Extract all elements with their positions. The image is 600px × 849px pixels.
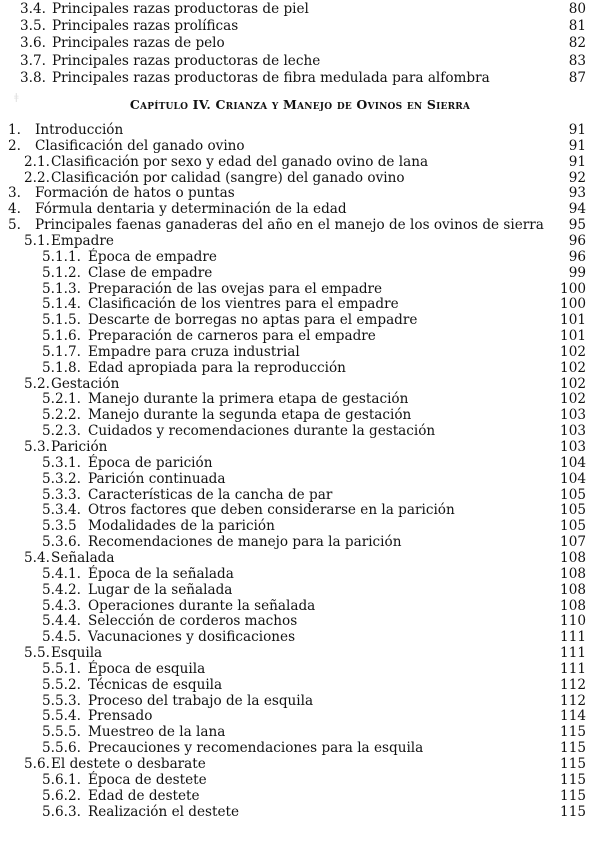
toc-entry-title: Época de parición xyxy=(88,454,213,471)
toc-entry-page-number: 110 xyxy=(560,613,586,630)
toc-entry-number: 5.2.3. xyxy=(42,423,81,440)
toc-entry-number: 5.3.4. xyxy=(42,502,81,519)
toc-entry-number: 5.5.6. xyxy=(42,740,81,757)
toc-entry-page-number: 105 xyxy=(560,486,586,503)
toc-entry xyxy=(0,296,600,313)
toc-entry xyxy=(0,312,600,329)
toc-entry-title: Parición continuada xyxy=(88,470,226,487)
toc-entry-page-number: 108 xyxy=(560,565,586,582)
toc-entry-page-number: 101 xyxy=(560,328,586,345)
toc-entry xyxy=(0,423,600,440)
toc-entry-title: Clasificación del ganado ovino xyxy=(35,137,245,154)
toc-entry-title: Formación de hatos o puntas xyxy=(35,185,235,202)
toc-entry-number: 5.4.5. xyxy=(42,629,81,646)
toc-entry-title: Principales faenas ganaderas del año en el manejo de los ovinos de sierra xyxy=(35,217,544,234)
toc-entry-title: Principales razas productoras de piel xyxy=(52,1,309,17)
toc-entry xyxy=(0,53,600,70)
toc-entry-page-number: 101 xyxy=(560,312,586,329)
toc-entry-number: 1. xyxy=(8,122,21,138)
toc-entry-title: Principales razas productoras de leche xyxy=(52,52,321,69)
toc-entry-title: Señalada xyxy=(51,549,115,566)
toc-entry-number: 5.6.3. xyxy=(42,803,81,820)
toc-entry xyxy=(0,391,600,408)
toc-entry-page-number: 104 xyxy=(560,454,586,471)
toc-entry-number: 5.1.6. xyxy=(42,328,81,345)
toc-entry-title: Introducción xyxy=(35,122,124,138)
toc-entry xyxy=(0,756,600,773)
toc-entry-number: 5.2.2. xyxy=(42,407,81,424)
toc-entry-title: Parición xyxy=(51,439,108,455)
toc-entry-number: 5.6.2. xyxy=(42,787,81,804)
toc-entry-number: 5.3.2. xyxy=(42,470,81,487)
toc-entry-page-number: 115 xyxy=(560,787,586,804)
toc-entry xyxy=(0,201,600,218)
toc-entry-number: 5.3.6. xyxy=(42,534,81,551)
toc-entry-title: Clase de empadre xyxy=(88,264,213,281)
toc-entry-number: 5.4. xyxy=(24,549,50,566)
toc-entry-number: 5.5. xyxy=(24,645,50,662)
toc-entry-number: 5.4.3. xyxy=(42,597,81,614)
toc-entry-page-number: 115 xyxy=(560,803,586,820)
toc-entry xyxy=(0,772,600,789)
toc-entry xyxy=(0,35,600,52)
toc-entry-page-number: 104 xyxy=(560,470,586,487)
toc-entry-page-number: 102 xyxy=(560,375,586,392)
toc-entry-number: 5.5.1. xyxy=(42,660,81,677)
toc-entry-page-number: 93 xyxy=(568,185,586,202)
toc-entry xyxy=(0,455,600,472)
toc-entry-title: Fórmula dentaria y determinación de la edad xyxy=(35,201,347,218)
toc-entry-number: 5.5.2. xyxy=(42,676,81,693)
toc-entry-page-number: 105 xyxy=(560,518,586,535)
toc-entry-page-number: 81 xyxy=(568,18,586,35)
toc-entry-page-number: 91 xyxy=(568,137,586,154)
toc-entry xyxy=(0,471,600,488)
toc-entry-title: Principales razas de pelo xyxy=(52,35,225,52)
toc-entry-page-number: 103 xyxy=(560,439,586,455)
toc-entry-page-number: 111 xyxy=(560,629,586,646)
toc-entry-title: Manejo durante la primera etapa de gestación xyxy=(88,391,409,408)
toc-entry-number: 3.7. xyxy=(20,52,46,69)
toc-entry-title: Manejo durante la segunda etapa de gestación xyxy=(88,407,412,424)
toc-entry xyxy=(0,328,600,345)
toc-entry-page-number: 100 xyxy=(560,280,586,297)
toc-entry-page-number: 100 xyxy=(560,296,586,313)
toc-entry-number: 2. xyxy=(8,137,21,154)
toc-entry-title: Otros factores que deben considerarse en la parición xyxy=(88,502,455,519)
toc-entry xyxy=(0,645,600,662)
toc-entry-title: Proceso del trabajo de la esquila xyxy=(88,692,314,709)
toc-entry-page-number: 80 xyxy=(568,1,586,17)
toc-entry xyxy=(0,487,600,504)
toc-entry-page-number: 115 xyxy=(560,724,586,741)
toc-entry-title: Modalidades de la parición xyxy=(88,518,275,535)
toc-entry-title: Vacunaciones y dosificaciones xyxy=(88,629,296,646)
toc-entry xyxy=(0,170,600,187)
toc-entry xyxy=(0,566,600,583)
toc-entry-page-number: 108 xyxy=(560,549,586,566)
toc-entry-page-number: 103 xyxy=(560,423,586,440)
toc-entry xyxy=(0,281,600,298)
toc-entry xyxy=(0,360,600,377)
toc-entry-number: 5.1.4. xyxy=(42,296,81,313)
toc-entry-page-number: 115 xyxy=(560,740,586,757)
toc-entry-page-number: 96 xyxy=(568,232,586,249)
toc-entry-title: Edad de destete xyxy=(88,787,200,804)
toc-entry-title: Esquila xyxy=(51,645,103,662)
toc-entry-number: 5.6. xyxy=(24,756,50,772)
toc-entry-page-number: 111 xyxy=(560,645,586,662)
toc-entry-title: Edad apropiada para la reproducción xyxy=(88,359,346,376)
toc-entry xyxy=(0,661,600,678)
toc-entry-page-number: 91 xyxy=(568,122,586,138)
toc-entry xyxy=(0,18,600,35)
toc-entry-page-number: 103 xyxy=(560,407,586,424)
toc-entry-title: Preparación de las ovejas para el empadre xyxy=(88,280,383,297)
toc-entry-number: 5.1.5. xyxy=(42,312,81,329)
toc-entry-page-number: 94 xyxy=(568,201,586,218)
toc-entry-number: 3. xyxy=(8,185,21,202)
toc-entry-page-number: 92 xyxy=(568,169,586,186)
toc-entry xyxy=(0,534,600,551)
toc-entry-number: 5.3. xyxy=(24,439,50,455)
toc-entry xyxy=(0,233,600,250)
toc-entry-number: 5.3.5 xyxy=(42,518,77,535)
toc-entry xyxy=(0,122,600,139)
toc-entry xyxy=(0,724,600,741)
toc-entry-number: 5.4.4. xyxy=(42,613,81,630)
toc-entry-number: 5.5.3. xyxy=(42,692,81,709)
toc-entry-title: Precauciones y recomendaciones para la esquila xyxy=(88,740,424,757)
toc-entry-number: 5.2. xyxy=(24,375,50,392)
toc-entry xyxy=(0,740,600,757)
toc-entry xyxy=(0,70,600,87)
toc-entry xyxy=(0,693,600,710)
toc-entry-page-number: 83 xyxy=(568,52,586,69)
toc-entry xyxy=(0,804,600,821)
toc-entry-page-number: 102 xyxy=(560,343,586,360)
toc-entry-number: 5.1. xyxy=(24,232,50,249)
toc-entry-title: Operaciones durante la señalada xyxy=(88,597,316,614)
toc-entry-number: 5.1.7. xyxy=(42,343,81,360)
toc-entry-title: Principales razas prolíficas xyxy=(52,18,239,35)
toc-entry xyxy=(0,376,600,393)
toc-entry xyxy=(0,154,600,171)
toc-entry-page-number: 108 xyxy=(560,581,586,598)
toc-entry-page-number: 102 xyxy=(560,359,586,376)
toc-entry-page-number: 112 xyxy=(560,676,586,693)
toc-entry-title: Recomendaciones de manejo para la parición xyxy=(88,534,402,551)
toc-entry xyxy=(0,1,600,18)
toc-entry xyxy=(0,677,600,694)
toc-entry-number: 5.1.3. xyxy=(42,280,81,297)
toc-entry-number: 5.1.1. xyxy=(42,248,81,265)
toc-entry-number: 2.2. xyxy=(24,169,50,186)
toc-entry-number: 3.8. xyxy=(20,69,46,86)
toc-entry xyxy=(0,265,600,282)
toc-entry-number: 5.1.2. xyxy=(42,264,81,281)
toc-entry xyxy=(0,788,600,805)
toc-entry-title: Clasificación por sexo y edad del ganado ovino de lana xyxy=(51,153,429,170)
toc-entry-title: Realización el destete xyxy=(88,803,240,820)
toc-entry-title: Clasificación de los vientres para el empadre xyxy=(88,296,399,313)
toc-entry-page-number: 115 xyxy=(560,771,586,788)
toc-entry-title: Muestreo de la lana xyxy=(88,724,226,741)
toc-entry-page-number: 82 xyxy=(568,35,586,52)
toc-entry xyxy=(0,613,600,630)
toc-entry xyxy=(0,407,600,424)
toc-entry-page-number: 105 xyxy=(560,502,586,519)
toc-entry xyxy=(0,185,600,202)
toc-entry xyxy=(0,582,600,599)
toc-entry-number: 5.6.1. xyxy=(42,771,81,788)
toc-entry xyxy=(0,708,600,725)
toc-entry xyxy=(0,550,600,567)
toc-entry-page-number: 99 xyxy=(568,264,586,281)
toc-entry-title: Empadre xyxy=(51,232,114,249)
toc-entry xyxy=(0,598,600,615)
toc-entry-title: Lugar de la señalada xyxy=(88,581,233,598)
toc-entry xyxy=(0,249,600,266)
toc-entry-number: 3.5. xyxy=(20,18,46,35)
toc-entry xyxy=(0,344,600,361)
toc-entry-number: 5.1.8. xyxy=(42,359,81,376)
toc-entry-page-number: 115 xyxy=(560,756,586,772)
toc-entry-title: Principales razas productoras de fibra medulada para alfombra xyxy=(52,69,490,86)
toc-entry-page-number: 96 xyxy=(568,248,586,265)
toc-entry-page-number: 91 xyxy=(568,153,586,170)
toc-entry-number: 3.6. xyxy=(20,35,46,52)
toc-entry-title: Características de la cancha de par xyxy=(88,486,333,503)
toc-entry-page-number: 107 xyxy=(560,534,586,551)
toc-entry-title: Prensado xyxy=(88,708,153,725)
toc-entry-title: Selección de corderos machos xyxy=(88,613,298,630)
toc-entry-number: 3.4. xyxy=(20,1,46,17)
toc-entry xyxy=(0,439,600,456)
toc-entry-title: Época de la señalada xyxy=(88,565,234,582)
toc-entry-title: Época de destete xyxy=(88,771,207,788)
toc-entry-title: Clasificación por calidad (sangre) del ganado ovino xyxy=(51,169,405,186)
toc-entry-page-number: 112 xyxy=(560,692,586,709)
toc-entry-page-number: 102 xyxy=(560,391,586,408)
toc-entry xyxy=(0,629,600,646)
toc-entry-title: Época de empadre xyxy=(88,248,217,265)
toc-entry-page-number: 114 xyxy=(560,708,586,725)
toc-entry-number: 5.5.5. xyxy=(42,724,81,741)
toc-entry-page-number: 111 xyxy=(560,660,586,677)
toc-entry-page-number: 87 xyxy=(568,69,586,86)
toc-entry-number: 5.4.2. xyxy=(42,581,81,598)
toc-entry-number: 5.4.1. xyxy=(42,565,81,582)
chapter-heading: Capítulo IV. Crianza y Manejo de Ovinos en Sierra xyxy=(129,97,471,112)
toc-entry-number: 5.3.1. xyxy=(42,454,81,471)
toc-entry-title: El destete o desbarate xyxy=(51,756,206,772)
toc-entry-title: Gestación xyxy=(51,375,120,392)
bleed-through-mark: ǂ xyxy=(14,92,19,103)
toc-entry-number: 5.5.4. xyxy=(42,708,81,725)
toc-entry xyxy=(0,518,600,535)
toc-entry-number: 5.2.1. xyxy=(42,391,81,408)
toc-entry-number: 4. xyxy=(8,201,21,218)
toc-entry-title: Descarte de borregas no aptas para el empadre xyxy=(88,312,418,329)
toc-entry-title: Época de esquila xyxy=(88,660,206,677)
toc-entry-page-number: 108 xyxy=(560,597,586,614)
toc-entry-title: Técnicas de esquila xyxy=(88,676,223,693)
toc-entry-title: Cuidados y recomendaciones durante la gestación xyxy=(88,423,436,440)
toc-entry-title: Empadre para cruza industrial xyxy=(88,343,300,360)
toc-entry-number: 2.1. xyxy=(24,153,50,170)
toc-entry-page-number: 95 xyxy=(568,217,586,234)
toc-entry xyxy=(0,138,600,155)
toc-entry xyxy=(0,217,600,234)
toc-entry xyxy=(0,502,600,519)
toc-entry-number: 5.3.3. xyxy=(42,486,81,503)
toc-entry-title: Preparación de carneros para el empadre xyxy=(88,328,376,345)
toc-entry-number: 5. xyxy=(8,217,21,234)
